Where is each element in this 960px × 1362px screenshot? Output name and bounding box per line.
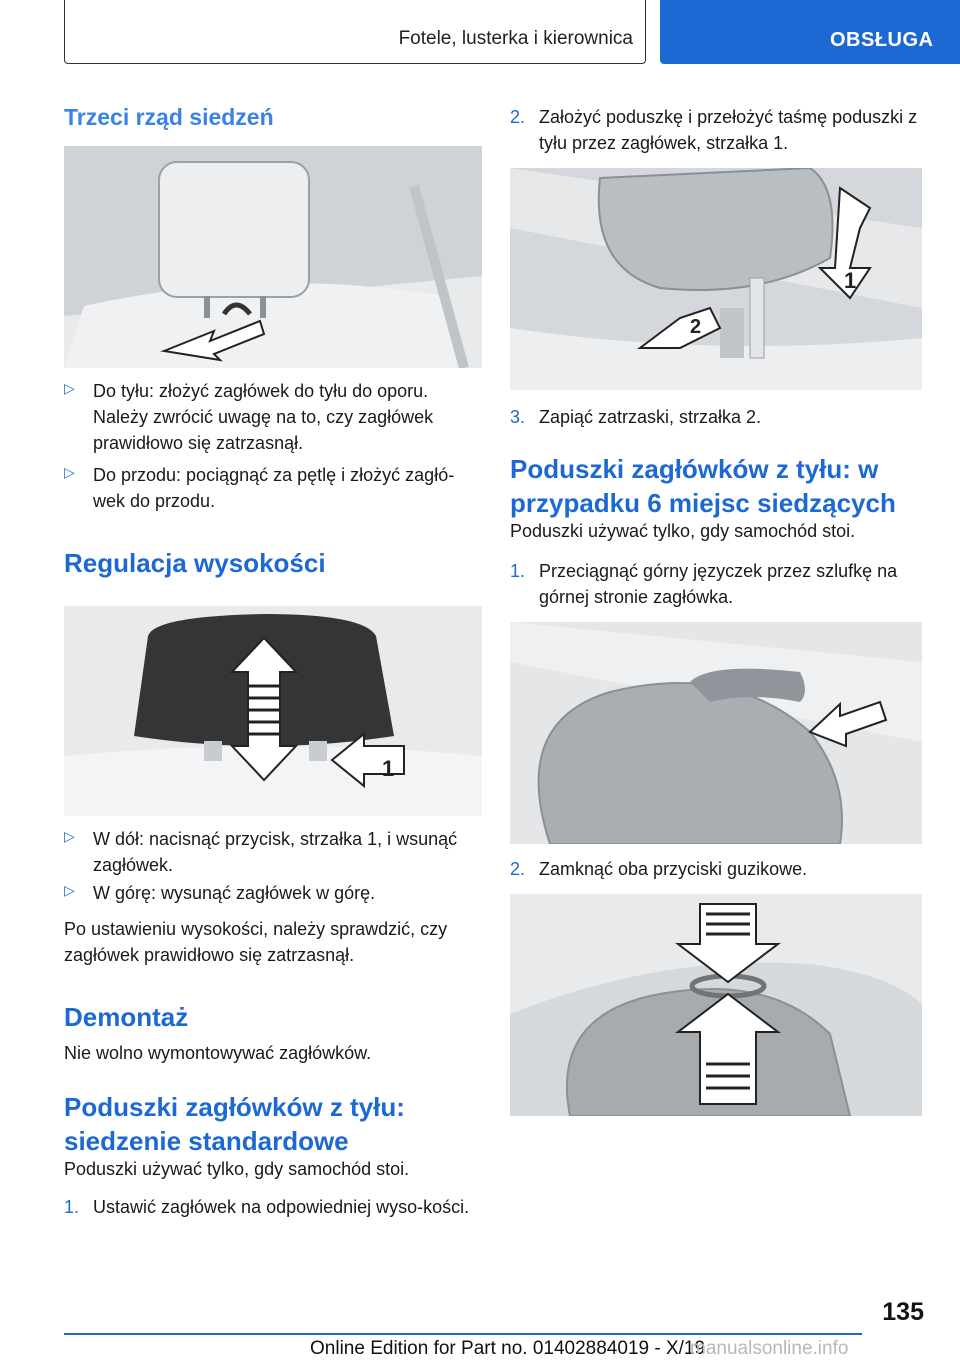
list-item: [64, 826, 482, 880]
triangle-bullet-icon: ▷: [64, 882, 75, 898]
step-number: 1.: [510, 561, 526, 581]
list-item: [64, 880, 482, 908]
figure-third-row-headrest: [64, 146, 482, 368]
list-item: [510, 856, 930, 884]
heading-rear-pillows-standard: Poduszki zagłówków z tyłu: siedzenie standardowe: [64, 1092, 405, 1156]
figure-callout-label: 1: [844, 268, 857, 293]
step-number: 2.: [510, 859, 526, 879]
list-item: [510, 404, 930, 432]
section-badge[interactable]: [660, 0, 960, 64]
figure-height-adjustment: [64, 606, 482, 816]
footer-divider: [64, 1333, 862, 1335]
list-item: [510, 104, 930, 158]
heading-removal: Demontaż: [64, 1002, 189, 1032]
list-item-text: Zapiąć zatrzaski, strzałka 2.: [539, 407, 762, 427]
figure-pillow-tongue: [510, 622, 922, 844]
list-item-text: Założyć poduszkę i przełożyć taśmę poduszki z tyłu przez zagłówek, strzałka 1.: [539, 107, 918, 153]
section-badge-label: OBSŁUGA: [830, 29, 934, 51]
watermark: manualsonline.info: [690, 1338, 849, 1359]
figure-pillow-strap: [510, 168, 922, 390]
paragraph-check-latch: Po ustawieniu wysokości, należy sprawdzić, czy zagłówek prawidłowo się zatrzasnął.: [64, 919, 448, 965]
list-item: [64, 1194, 482, 1248]
figure-callout-label: 2: [690, 316, 702, 338]
step-number: 2.: [510, 107, 526, 127]
paragraph-pillows-note-six-seats: Poduszki używać tylko, gdy samochód stoi.: [510, 521, 856, 541]
triangle-bullet-icon: ▷: [64, 828, 75, 844]
chapter-title: Fotele, lusterka i kierownica: [398, 28, 633, 49]
triangle-bullet-icon: ▷: [64, 464, 75, 480]
list-item: [510, 558, 930, 612]
list-item: [64, 378, 482, 458]
page-number: 135: [882, 1298, 924, 1326]
list-item-text: Zamknąć oba przyciski guzikowe.: [539, 859, 808, 879]
list-item-text: Do tyłu: złożyć zagłówek do tyłu do oporu. Należy zwrócić uwagę na to, czy zagłówek prawidłowo się zatrzasnął.: [93, 381, 434, 453]
list-item-text: W dół: nacisnąć przycisk, strzałka 1, i wsunąć zagłówek.: [93, 829, 458, 875]
list-item-text: W górę: wysunąć zagłówek w górę.: [93, 883, 376, 903]
edition-note: Online Edition for Part no. 01402884019 - X/19: [310, 1338, 706, 1359]
header-frame: [64, 0, 646, 64]
list-item: [64, 462, 482, 516]
step-number: 3.: [510, 407, 526, 427]
paragraph-pillows-note: Poduszki używać tylko, gdy samochód stoi.: [64, 1159, 410, 1179]
heading-rear-pillows-six-seats: Poduszki zagłówków z tyłu: w przypadku 6 miejsc siedzących: [510, 454, 896, 518]
heading-height-adjustment: Regulacja wysokości: [64, 548, 326, 578]
heading-third-row: Trzeci rząd siedzeń: [64, 104, 274, 130]
figure-pillow-buttons: [510, 894, 922, 1116]
list-item-text: Przeciągnąć górny języczek przez szlufkę na górnej stronie zagłówka.: [539, 561, 898, 607]
paragraph-removal: Nie wolno wymontowywać zagłówków.: [64, 1043, 372, 1063]
list-item-text: Do przodu: pociągnąć za pętlę i złożyć zagłó-wek do przodu.: [93, 465, 455, 511]
step-number: 1.: [64, 1197, 80, 1217]
list-item-text: Ustawić zagłówek na odpowiedniej wyso-kości.: [93, 1197, 470, 1217]
figure-callout-label: 1: [382, 756, 395, 781]
triangle-bullet-icon: ▷: [64, 380, 75, 396]
